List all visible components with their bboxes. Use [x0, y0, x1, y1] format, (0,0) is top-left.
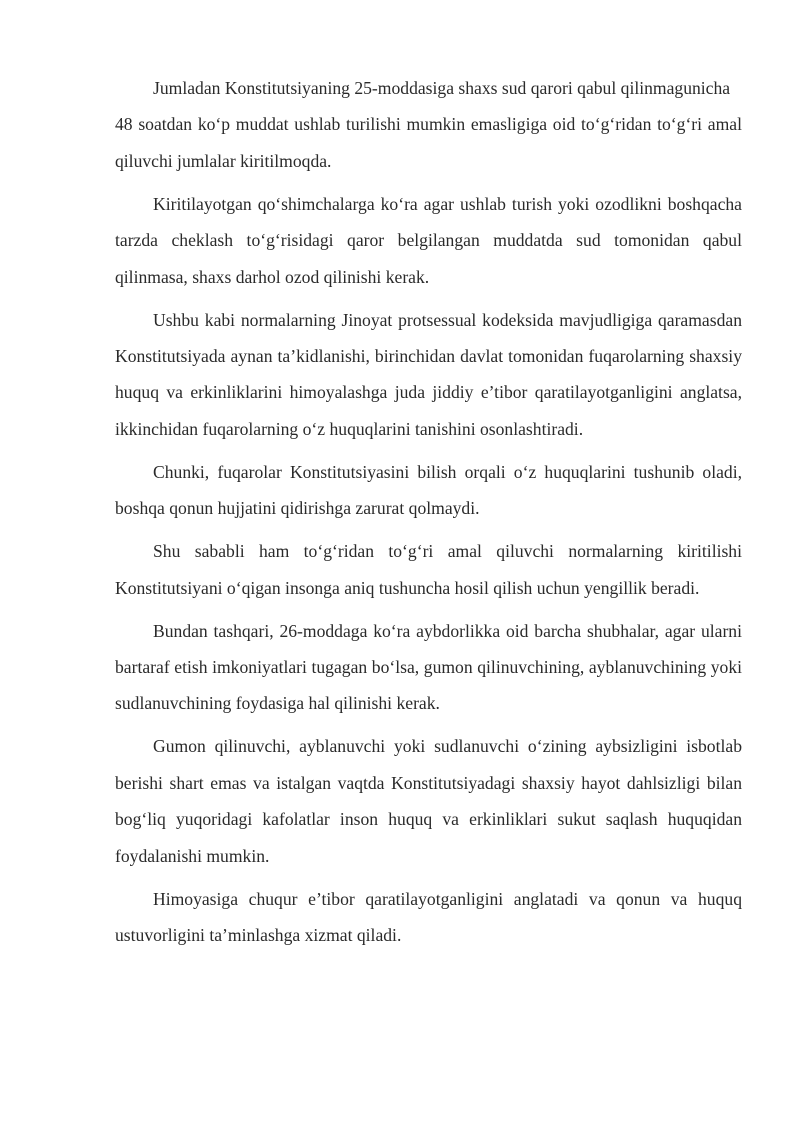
paragraph: Chunki, fuqarolar Konstitutsiyasini bilish orqali o‘z huquqlarini tushunib oladi, boshqa qonun hujjatini qidirishga zarurat qolmaydi.	[115, 461, 742, 519]
paragraph-line: Jumladan Konstitutsiyaning 25-moddasiga shaxs sud qarori qabul qilinmagunicha	[153, 78, 731, 98]
paragraph: Ushbu kabi normalarning Jinoyat protsessual kodeksida mavjudligiga qaramasdan Konstitutsiyada aynan ta’kidlanishi, birinchidan davlat tomonidan fuqarolarning shaxsiy huquq va erkinliklarini himoyalashga juda jiddiy e’tibor qaratilayotganligini anglatsa, ikkinchidan fuqarolarning o‘z huquqlarini tanishini osonlashtiradi.	[115, 309, 742, 439]
paragraph: Shu sababli ham to‘g‘ridan to‘g‘ri amal qiluvchi normalarning kiritilishi Konstitutsiyani o‘qigan insonga aniq tushuncha hosil qilish uchun yengillik beradi.	[115, 541, 742, 598]
paragraph: Kiritilayotgan qo‘shimchalarga ko‘ra agar ushlab turish yoki ozodlikni boshqacha tarzda cheklash to‘g‘risidagi qaror belgilangan muddatda sud tomonidan qabul qilinmasa, shaxs darhol ozod qilinishi kerak.	[115, 193, 742, 287]
paragraph: Gumon qilinuvchi, ayblanuvchi yoki sudlanuvchi o‘zining aybsizligini isbotlab berishi shart emas va istalgan vaqtda Konstitutsiyadagi shaxsiy hayot dahlsizligi bilan bog‘liq yuqoridagi kafolatlar inson huquq va erkinliklari sukut saqlash huquqidan foydalanishi mumkin.	[115, 736, 742, 866]
document-body	[115, 70, 742, 960]
paragraph: Bundan tashqari, 26-moddaga ko‘ra aybdorlikka oid barcha shubhalar, agar ularni bartaraf etish imkoniyatlari tugagan bo‘lsa, gumon qilinuvchining, ayblanuvchining yoki sudlanuvchining foydasiga hal qilinishi kerak.	[115, 620, 742, 714]
paragraph-line: 48 soatdan ko‘p muddat ushlab turilishi mumkin emasligiga oid to‘g‘ridan to‘g‘ri amal qiluvchi jumlalar kiritilmoqda.	[115, 114, 742, 171]
paragraph: Himoyasiga chuqur e’tibor qaratilayotganligini anglatadi va qonun va huquq ustuvorligini ta’minlashga xizmat qiladi.	[115, 888, 742, 946]
paragraph	[115, 70, 742, 179]
